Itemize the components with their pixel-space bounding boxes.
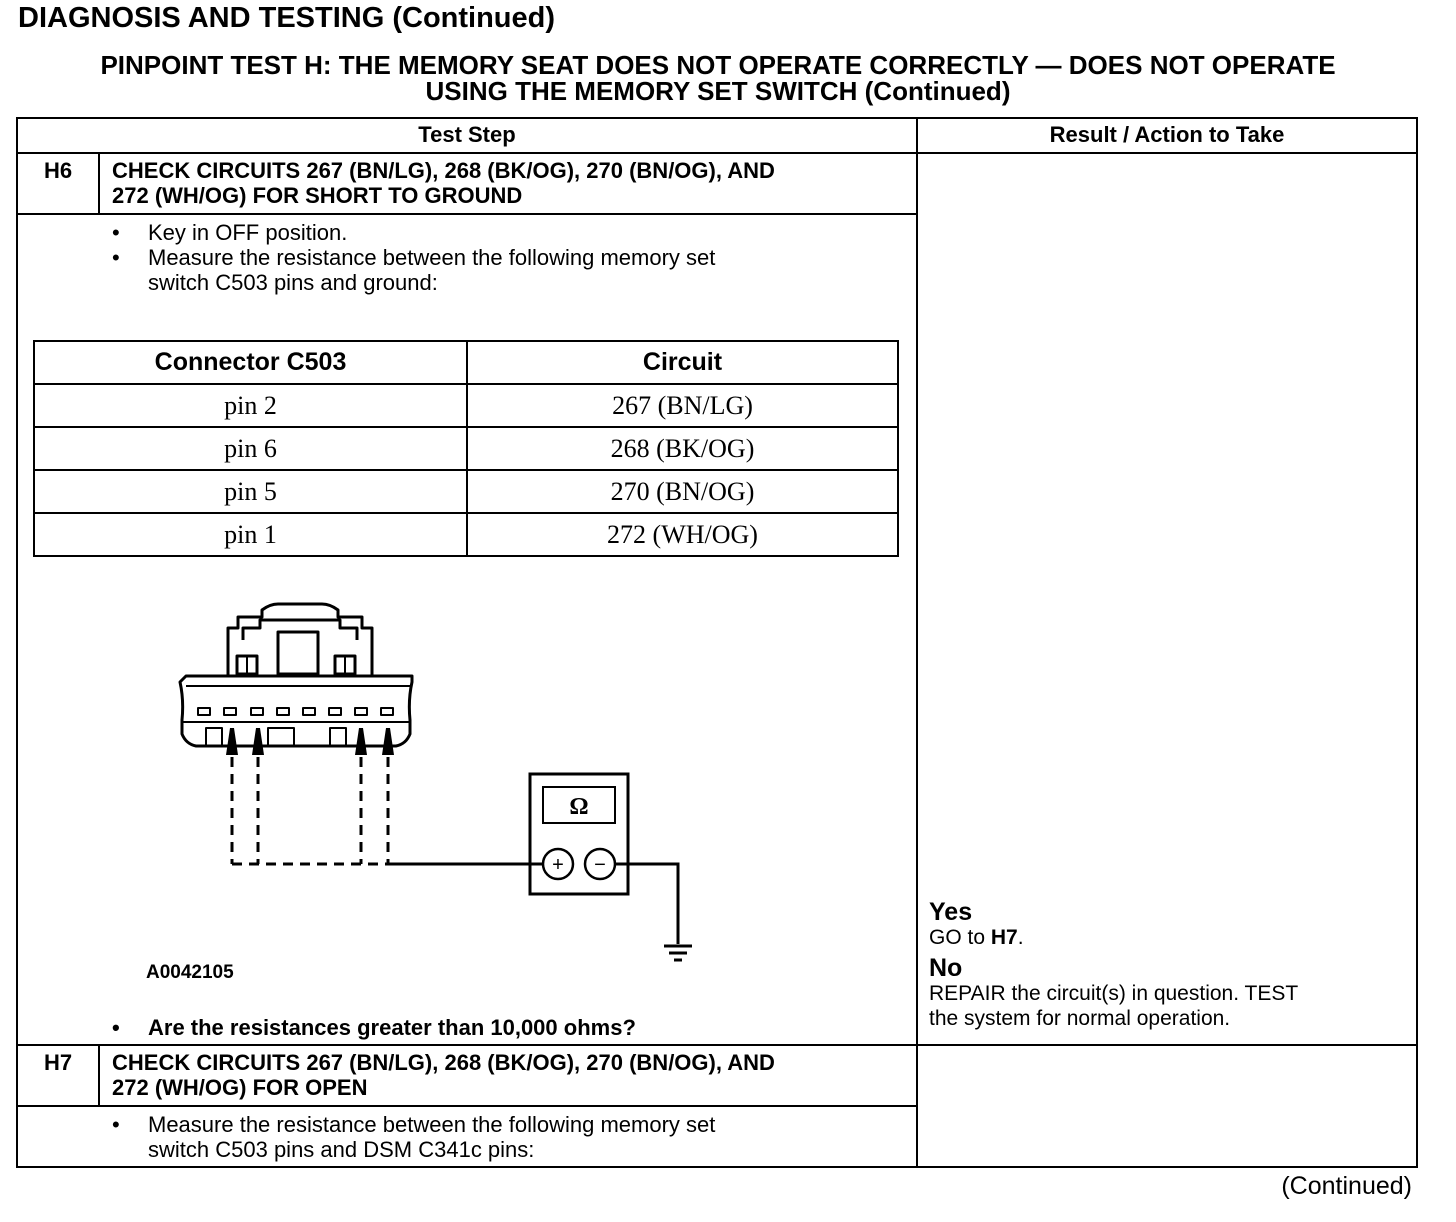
- pin-table-header-row: [34, 341, 898, 384]
- step-title-h7-line1: CHECK CIRCUITS 267 (BN/LG), 268 (BK/OG), 270 (BN/OG), AND: [112, 1050, 775, 1075]
- h6-title-divider: [16, 213, 918, 215]
- h7-title-divider: [16, 1105, 918, 1107]
- step-title-h6: [112, 158, 775, 208]
- result-yes-prefix: GO to: [929, 926, 991, 949]
- result-yes-label: Yes: [929, 898, 973, 926]
- bullet-text-line2: switch C503 pins and ground:: [148, 270, 438, 295]
- bullet-dot: •: [112, 245, 120, 270]
- ohmmeter-icon: [530, 774, 628, 894]
- pin-circuit-table: [33, 340, 899, 557]
- table-right-border: [1416, 117, 1418, 1168]
- step-title-h6-line1: CHECK CIRCUITS 267 (BN/LG), 268 (BK/OG), 270 (BN/OG), AND: [112, 158, 775, 183]
- h6-result: [929, 900, 1409, 1031]
- test-subtitle-line1: PINPOINT TEST H: THE MEMORY SEAT DOES NOT OPERATE CORRECTLY — DOES NOT OPERATE: [100, 50, 1336, 80]
- table-row: [34, 384, 898, 427]
- column-header-result: Result / Action to Take: [1049, 122, 1285, 147]
- step-title-h7: [112, 1050, 775, 1100]
- result-no-line2: the system for normal operation.: [929, 1007, 1231, 1030]
- ground-icon: [664, 946, 692, 960]
- ohm-symbol: Ω: [569, 794, 589, 820]
- circuit-cell: 270 (BN/OG): [467, 470, 898, 513]
- h7-bullet-measure: [112, 1112, 892, 1162]
- h6-h7-divider: [16, 1044, 1418, 1046]
- bullet-text: Key in OFF position.: [148, 220, 348, 245]
- pin-cell: pin 2: [34, 384, 467, 427]
- bullet-text-line2: switch C503 pins and DSM C341c pins:: [148, 1137, 535, 1162]
- bullet-text-line1: Measure the resistance between the following memory set: [148, 1112, 716, 1137]
- minus-sign: −: [594, 854, 606, 876]
- bullet-dot: •: [112, 220, 120, 245]
- table-row: [34, 470, 898, 513]
- column-header-test-step: Test Step: [418, 122, 516, 147]
- bullet-dot: •: [112, 1015, 120, 1040]
- pin-table-header-circuit: Circuit: [467, 341, 898, 384]
- step-id-h7: H7: [43, 1050, 73, 1075]
- bullet-text: [148, 245, 715, 295]
- step-id-h6: H6: [43, 158, 73, 183]
- h6-bullet-key-off: [112, 220, 892, 245]
- result-no-text: [929, 981, 1409, 1031]
- probe-tips: [226, 728, 394, 755]
- result-yes-suffix: .: [1017, 926, 1024, 949]
- h6-question: [112, 1015, 902, 1040]
- table-bottom-border: [16, 1166, 1418, 1168]
- table-left-border: [16, 117, 18, 1168]
- plus-sign: +: [552, 854, 564, 876]
- step-title-h6-line2: 272 (WH/OG) FOR SHORT TO GROUND: [112, 183, 523, 208]
- bullet-dot: •: [112, 1112, 120, 1137]
- circuit-cell: 272 (WH/OG): [467, 513, 898, 556]
- result-no-line1: REPAIR the circuit(s) in question. TEST: [929, 982, 1299, 1005]
- result-yes-text: [929, 925, 1409, 950]
- result-yes-link[interactable]: H7: [990, 926, 1018, 949]
- h6-bullet-measure: [112, 245, 892, 295]
- continued-label: (Continued): [1281, 1172, 1412, 1200]
- meter-negative-lead: [615, 864, 678, 944]
- pin-table-header-connector: Connector C503: [34, 341, 467, 384]
- pin-cell: pin 6: [34, 427, 467, 470]
- table-row: [34, 427, 898, 470]
- table-top-border: [16, 117, 1418, 119]
- table-column-divider: [916, 117, 918, 1168]
- pin-cell: pin 1: [34, 513, 467, 556]
- connector-c503-icon: [180, 604, 412, 746]
- pin-cell: pin 5: [34, 470, 467, 513]
- question-text: Are the resistances greater than 10,000 ohms?: [148, 1015, 636, 1040]
- figure-id: A0042105: [146, 962, 234, 983]
- circuit-cell: 268 (BK/OG): [467, 427, 898, 470]
- test-subtitle-line2: USING THE MEMORY SET SWITCH (Continued): [425, 76, 1011, 106]
- test-subtitle: [18, 52, 1418, 104]
- bullet-text: [148, 1112, 715, 1162]
- step-title-h7-line2: 272 (WH/OG) FOR OPEN: [112, 1075, 368, 1100]
- circuit-cell: 267 (BN/LG): [467, 384, 898, 427]
- table-header-divider: [16, 152, 1418, 154]
- page-title: DIAGNOSIS AND TESTING (Continued): [18, 2, 556, 34]
- probe-leads: [232, 757, 388, 864]
- bullet-text-line1: Measure the resistance between the following memory set: [148, 245, 716, 270]
- connector-ohmmeter-diagram: [160, 595, 720, 975]
- table-row: [34, 513, 898, 556]
- result-no-label: No: [929, 954, 963, 982]
